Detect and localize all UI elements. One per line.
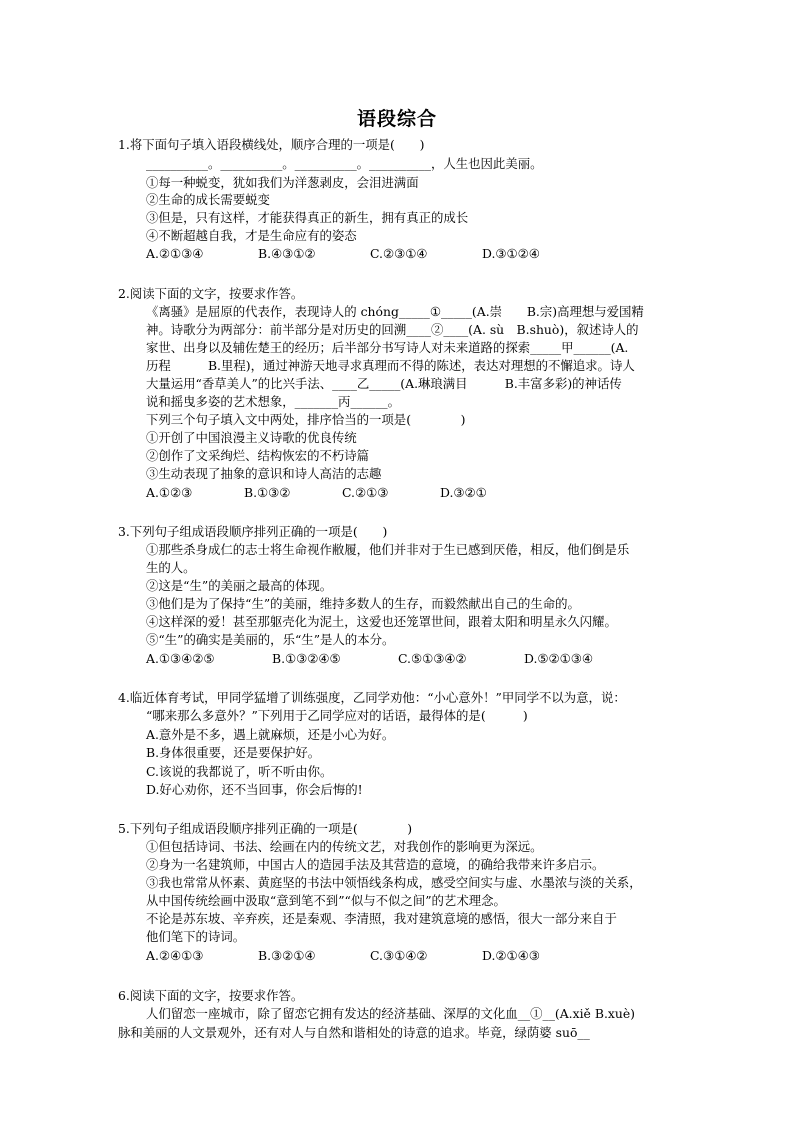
q4-option-d: D.好心劝你，还不当回事，你会后悔的! [146,782,363,797]
q3-line-2: 生的人。 [146,560,196,575]
q5-line-5: 不论是苏东坡、辛弃疾，还是秦观、李清照，我对建筑意境的感悟，很大一部分来自于 [146,911,617,926]
q1-blank-line: __________。__________。__________。__________，人生也因此美丽。 [146,156,543,171]
q3-option-c: C.⑤①③④② [398,651,467,666]
q3-line-5: ④这样深的爱！甚至那躯壳化为泥土，这爱也还笼罩世间，跟着太阳和明星永久闪耀。 [146,614,617,629]
q2-item-1: ①开创了中国浪漫主义诗歌的优良传统 [146,430,357,445]
q4-option-a: A.意外是不多，遇上就麻烦，还是小心为好。 [146,727,395,742]
q3-option-b: B.①③②④⑤ [272,651,341,666]
q5-stem: 5.下列句子组成语段顺序排列正确的一项是( ) [118,821,413,836]
q5-line-6: 他们笔下的诗词。 [146,929,246,944]
q1-item-3: ③但是，只有这样，才能获得真正的新生，拥有真正的成长 [146,210,469,225]
q2-option-b: B.①③② [244,485,291,500]
q1-item-4: ④不断超越自我，才是生命应有的姿态 [146,228,357,243]
q3-line-4: ③他们是为了保持“生”的美丽，维持多数人的生存，而毅然献出自己的生命的。 [146,596,580,611]
q2-line-3: 家世、出身以及辅佐楚王的经历；后半部分书写诗人对未来道路的探索_____甲______(A. [146,340,629,355]
q5-option-a: A.②④①③ [146,948,204,963]
q3-line-1: ①那些杀身成仁的志士将生命视作敝履，他们并非对于生已感到厌倦，相反，他们倒是乐 [146,542,630,557]
q1-stem: 1.将下面句子填入语段横线处，顺序合理的一项是( ) [118,137,425,152]
q5-line-1: ①但包括诗词、书法、绘画在内的传统文艺，对我创作的影响更为深远。 [146,839,543,854]
q4-stem-2: “哪来那么多意外？”下列用于乙同学应对的话语，最得体的是( ) [146,708,528,723]
q1-item-2: ②生命的成长需要蜕变 [146,192,270,207]
q5-option-b: B.③②①④ [258,948,316,963]
q1-option-c: C.②③①④ [370,246,428,261]
q6-line-2: 脉和美丽的人文景观外，还有对人与自然和谐相处的诗意的追求。毕竟，绿荫婆 suō__ [118,1025,590,1040]
q3-option-d: D.⑤②①③④ [524,651,593,666]
q5-option-d: D.②①④③ [482,948,540,963]
q1-item-1: ①每一种蜕变，犹如我们为洋葱剥皮，会泪进满面 [146,175,419,190]
q1-option-a: A.②①③④ [146,246,204,261]
q1-option-d: D.③①②④ [482,246,540,261]
q2-sub-stem: 下列三个句子填入文中两处，排序恰当的一项是( ) [146,412,466,427]
q2-option-a: A.①②③ [146,485,193,500]
q2-item-2: ②创作了文采绚烂、结构恢宏的不朽诗篇 [146,448,370,463]
q5-line-2: ②身为一名建筑师，中国古人的造园手法及其营造的意境，的确给我带来许多启示。 [146,857,605,872]
q4-stem: 4.临近体育考试，甲同学猛增了训练强度，乙同学劝他：“小心意外！”甲同学不以为意，说： [118,690,626,705]
q3-option-a: A.①③④②⑤ [146,651,215,666]
q4-option-c: C.该说的我都说了，听不听由你。 [146,764,333,779]
q3-stem: 3.下列句子组成语段顺序排列正确的一项是( ) [118,524,388,539]
q3-line-3: ②这是“生”的美丽之最高的体现。 [146,578,333,593]
q2-option-d: D.③②① [440,485,487,500]
q6-line-1: 人们留恋一座城市，除了留恋它拥有发达的经济基础、深厚的文化血__①__(A.xiě B.xuè) [146,1006,636,1021]
q2-line-5: 大量运用“香草美人”的比兴手法、____乙_____(A.琳琅满目 B.丰富多彩)的神话传 [146,376,622,391]
q2-line-1: 《离骚》是屈原的代表作，表现诗人的 chóng_____①_____(A.崇 B.宗)高理想与爱国精 [146,304,644,319]
q5-line-4: 从中国传统绘画中汲取“意到笔不到”“似与不似之间”的艺术理念。 [146,893,506,908]
q1-option-b: B.④③①② [258,246,316,261]
q6-stem: 6.阅读下面的文字，按要求作答。 [118,988,304,1003]
q4-option-b: B.身体很重要，还是要保护好。 [146,745,321,760]
q2-item-3: ③生动表现了抽象的意识和诗人高洁的志趣 [146,466,382,481]
q3-line-6: ⑤“生”的确实是美丽的，乐“生”是人的本分。 [146,632,395,647]
q2-stem: 2.阅读下面的文字，按要求作答。 [118,286,304,301]
q5-option-c: C.③①④② [370,948,428,963]
q2-line-6: 说和摇曳多姿的艺术想象，_______丙______。 [146,394,401,409]
q2-option-c: C.②①③ [342,485,389,500]
page-title: 语段综合 [356,108,437,130]
q2-line-4: 历程 B.里程)，通过神游天地寻求真理而不得的陈述，表达对理想的不懈追求。诗人 [146,358,635,373]
q2-line-2: 神。诗歌分为两部分：前半部分是对历史的回溯____②____(A. sù B.shuò)，叙述诗人的 [146,322,639,337]
q5-line-3: ③我也常常从怀素、黄庭坚的书法中领悟线条构成，感受空间实与虚、水墨浓与淡的关系， [146,875,642,890]
